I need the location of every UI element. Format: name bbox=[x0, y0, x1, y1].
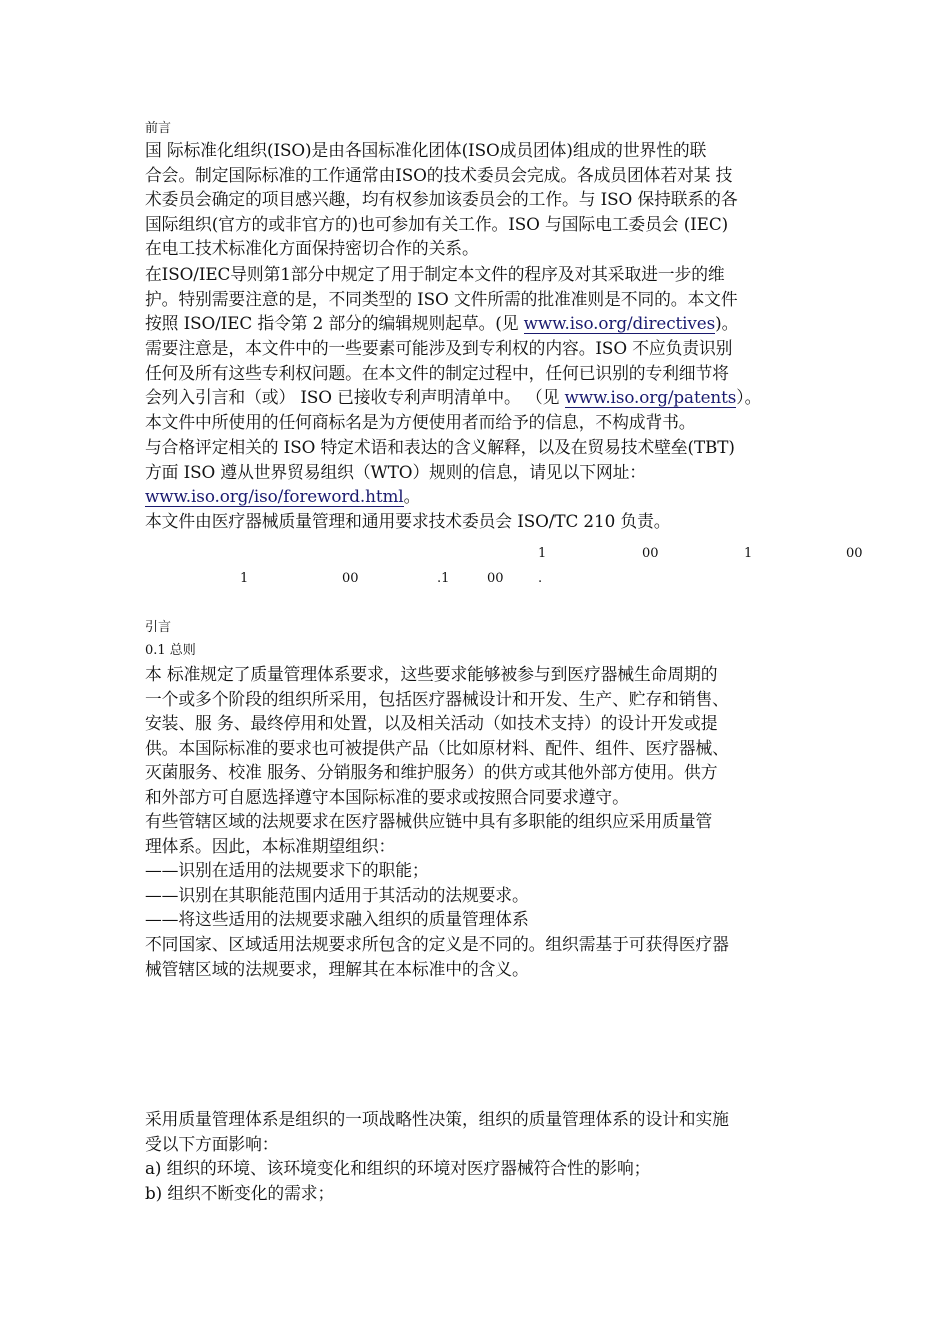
introduction-paragraph-3 bbox=[145, 932, 817, 981]
list-item: b) 组织不断变化的需求； bbox=[145, 1182, 335, 1203]
fragment-text: 1 bbox=[240, 571, 249, 586]
foreword-link[interactable]: www.iso.org/iso/foreword.html bbox=[145, 486, 404, 506]
foreword-paragraph-5 bbox=[145, 435, 817, 509]
foreword-paragraph-4 bbox=[145, 410, 817, 435]
text-line: 本 标准规定了质量管理体系要求，这些要求能够被参与到医疗器械生命周期的 bbox=[145, 664, 718, 684]
text-fragment: 。 bbox=[403, 486, 421, 506]
text-line bbox=[145, 385, 817, 410]
text-line: 需要注意是，本文件中的一些要素可能涉及到专利权的内容。ISO 不应负责识别 bbox=[145, 338, 733, 358]
text-line: 有些管辖区域的法规要求在医疗器械供应链中具有多职能的组织应采用质量管 bbox=[145, 811, 713, 831]
fragment-text: 1 bbox=[744, 546, 753, 561]
text-line: 术委员会确定的项目感兴趣，均有权参加该委员会的工作。与 ISO 保持联系的各 bbox=[145, 189, 738, 209]
text-line: 械管辖区域的法规要求，理解其在本标准中的含义。 bbox=[145, 958, 529, 979]
text-line: 本文件由医疗器械质量管理和通用要求技术委员会 ISO/TC 210 负责。 bbox=[145, 511, 671, 531]
text-line: 在ISO/IEC导则第1部分中规定了用于制定本文件的程序及对其采取进一步的维 bbox=[145, 264, 725, 284]
fragment-text: . bbox=[538, 571, 543, 586]
text-line: 在电工技术标准化方面保持密切合作的关系。 bbox=[145, 238, 479, 258]
text-line: 方面 ISO 遵从世界贸易组织（WTO）规则的信息，请见以下网址： bbox=[145, 461, 646, 482]
text-line: 受以下方面影响： bbox=[145, 1133, 279, 1154]
foreword-paragraph-1 bbox=[145, 138, 817, 261]
text-line: 与合格评定相关的 ISO 特定术语和表达的含义解释，以及在贸易技术壁垒(TBT) bbox=[145, 437, 735, 457]
foreword-heading: 前言 bbox=[145, 121, 172, 136]
introduction-paragraph-4 bbox=[145, 1107, 817, 1156]
list-item: a) 组织的环境、该环境变化和组织的环境对医疗器械符合性的影响； bbox=[145, 1158, 651, 1178]
text-line: 灭菌服务、校准 服务、分销服务和维护服务）的供方或其他外部方使用。供方 bbox=[145, 762, 718, 782]
introduction-paragraph-2 bbox=[145, 809, 817, 858]
text-line: 国际组织(官方的或非官方的)也可参加有关工作。ISO 与国际电工委员会 (IEC) bbox=[145, 213, 729, 234]
text-line: 和外部方可自愿选择遵守本国际标准的要求或按照合同要求遵守。 bbox=[145, 786, 629, 807]
influence-list bbox=[145, 1156, 817, 1205]
introduction-heading: 引言 bbox=[145, 620, 172, 635]
foreword-paragraph-2 bbox=[145, 262, 817, 336]
text-line: 任何及所有这些专利权问题。在本文件的制定过程中，任何已识别的专利细节将 bbox=[145, 362, 729, 383]
foreword-paragraph-3 bbox=[145, 336, 817, 410]
list-item: ——识别在适用的法规要求下的职能； bbox=[145, 860, 429, 880]
requirements-list bbox=[145, 858, 817, 932]
fragment-text: 1 bbox=[538, 546, 547, 561]
text-line: 护。特别需要注意的是，不同类型的 ISO 文件所需的批准准则是不同的。本文件 bbox=[145, 288, 738, 309]
fragment-text: 00 bbox=[846, 546, 863, 561]
fragment-text: 00 bbox=[487, 571, 504, 586]
list-item: ——将这些适用的法规要求融入组织的质量管理体系 bbox=[145, 909, 529, 929]
text-line bbox=[145, 484, 817, 509]
fragment-text: 00 bbox=[342, 571, 359, 586]
directives-link[interactable]: www.iso.org/directives bbox=[523, 313, 716, 333]
fragment-text: 00 bbox=[642, 546, 659, 561]
text-fragment: ）。 bbox=[736, 387, 762, 407]
text-line: 国 际标准化组织(ISO)是由各国标准化团体(ISO成员团体)组成的世界性的联 bbox=[145, 140, 707, 160]
introduction-paragraph-1 bbox=[145, 662, 817, 809]
text-line: 安装、服 务、最终停用和处置，以及相关活动（如技术支持）的设计开发或提 bbox=[145, 713, 718, 733]
foreword-paragraph-6 bbox=[145, 509, 817, 534]
text-line: 供。本国际标准的要求也可被提供产品（比如原材料、配件、组件、医疗器械、 bbox=[145, 737, 729, 758]
text-fragment: )。 bbox=[715, 313, 739, 333]
introduction-subheading: 0.1 总则 bbox=[145, 643, 196, 658]
text-line: 本文件中所使用的任何商标名是为方便使用者而给予的信息，不构成背书。 bbox=[145, 412, 696, 432]
fragment-text: .1 bbox=[437, 571, 450, 586]
list-item: ——识别在其职能范围内适用于其活动的法规要求。 bbox=[145, 884, 529, 905]
text-fragment: 会列入引言和（或） ISO 已接收专利声明清单中。 （见 bbox=[145, 387, 565, 407]
patents-link[interactable]: www.iso.org/patents bbox=[564, 387, 737, 407]
text-line: 一个或多个阶段的组织所采用，包括医疗器械设计和开发、生产、贮存和销售、 bbox=[145, 688, 729, 709]
text-line bbox=[145, 311, 817, 336]
text-line: 采用质量管理体系是组织的一项战略性决策，组织的质量管理体系的设计和实施 bbox=[145, 1109, 729, 1129]
text-line: 合会。制定国际标准的工作通常由ISO的技术委员会完成。各成员团体若对某 技 bbox=[145, 164, 733, 185]
text-line: 不同国家、区域适用法规要求所包含的定义是不同的。组织需基于可获得医疗器 bbox=[145, 934, 729, 954]
text-fragment: 按照 ISO/IEC 指令第 2 部分的编辑规则起草。(见 bbox=[145, 313, 524, 333]
text-line: 理体系。因此，本标准期望组织： bbox=[145, 835, 396, 856]
